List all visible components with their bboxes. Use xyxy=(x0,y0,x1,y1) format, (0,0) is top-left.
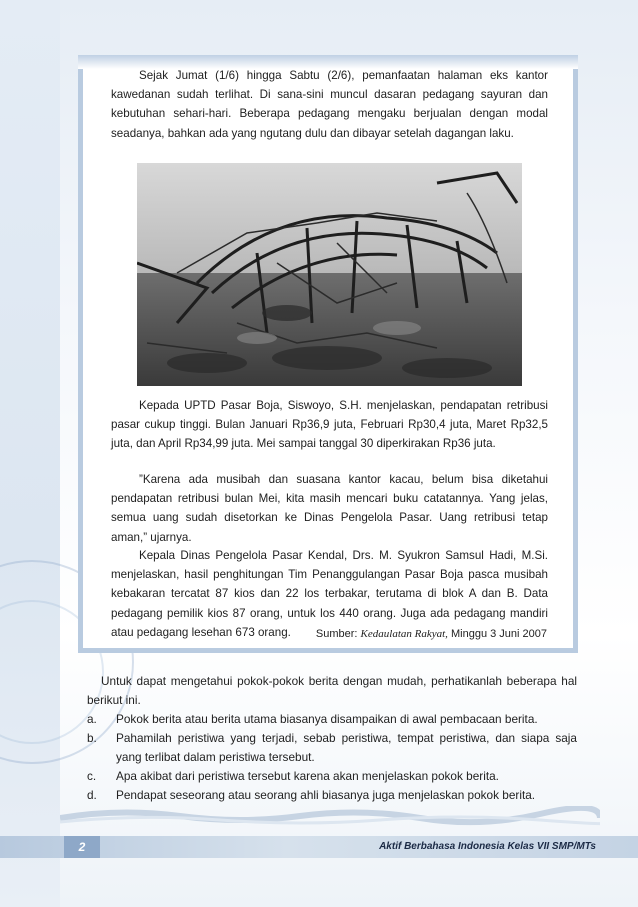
list-text: Pokok berita atau berita utama biasanya disampaikan di awal pembacaan berita. xyxy=(116,712,538,726)
article-paragraph-4: Kepala Dinas Pengelola Pasar Kendal, Drs. M. Syukron Samsul Hadi, M.Si. menjelaskan, hasil penghitungan Tim Penanggulangan Pasar Boja pasca musibah kebakaran tercatat 87 kios dan 22 los terbakar, terutama di blok A dan B. Data pedagang pemilik kios 87 orang, untuk los 440 orang. Juga ada pedagang mandiri atau pedagang lesehan 673 orang. xyxy=(111,549,548,639)
page-number: 2 xyxy=(64,836,100,858)
left-decorative-band xyxy=(0,0,60,907)
article-paragraph-1: Sejak Jumat (1/6) hingga Sabtu (2/6), pemanfaatan halaman eks kantor kawedanan sudah terlihat. Di sana-sini muncul dasaran pedagang sayuran dan kebutuhan sehari-hari. Beberapa pedagang mengaku berjualan dengan modal seadanya, bahkan ada yang ngutang dulu dan dibayar setelah dagangan laku. xyxy=(111,69,548,140)
article-source xyxy=(316,628,547,640)
market-fire-aftermath-image xyxy=(137,163,522,386)
book-title: Aktif Berbahasa Indonesia Kelas VII SMP/MTs xyxy=(379,841,596,852)
source-prefix: Sumber: xyxy=(315,628,358,640)
list-text: Pahamilah peristiwa yang terjadi, sebab peristiwa, tempat peristiwa, dan siapa saja yang terlibat dalam peristiwa tersebut. xyxy=(116,731,577,764)
list-item xyxy=(87,767,577,786)
source-name: Kedaulatan Rakyat, xyxy=(360,628,448,640)
intro-paragraph: Untuk dapat mengetahui pokok-pokok berita dengan mudah, perhatikanlah beberapa hal berikut ini. xyxy=(87,674,577,707)
list-text: Apa akibat dari peristiwa tersebut karena akan menjelaskan pokok berita. xyxy=(116,769,499,783)
list-marker: b. xyxy=(87,731,97,745)
list-item xyxy=(87,710,577,729)
list-text: Pendapat seseorang atau seorang ahli biasanya juga menjelaskan pokok berita. xyxy=(116,788,536,802)
list-item xyxy=(87,786,577,805)
fire-ruins-photo xyxy=(137,163,522,386)
list-marker: d. xyxy=(87,788,97,802)
decorative-wave xyxy=(60,806,600,828)
list-marker: c. xyxy=(87,769,97,783)
list-marker: a. xyxy=(87,712,97,726)
source-date: Minggu 3 Juni 2007 xyxy=(450,628,547,640)
list-item xyxy=(87,729,577,767)
article-paragraph-2: Kepada UPTD Pasar Boja, Siswoyo, S.H. menjelaskan, pendapatan retribusi pasar cukup tinggi. Bulan Januari Rp36,9 juta, Februari Rp30,4 juta, Maret Rp32,5 juta, dan April Rp34,99 juta. Mei sampai tanggal 30 diperkirakan Rp36 juta. xyxy=(111,399,548,451)
article-paragraph-3: ”Karena ada musibah dan suasana kantor kacau, belum bisa diketahui pendapatan retribusi bulan Mei, kita masih mencari buku catatannya. Yang jelas, semua uang sudah disetorkan ke Dinas Pengelola Pasar. Uang retribusi tetap aman,” ujarnya. xyxy=(111,473,548,544)
